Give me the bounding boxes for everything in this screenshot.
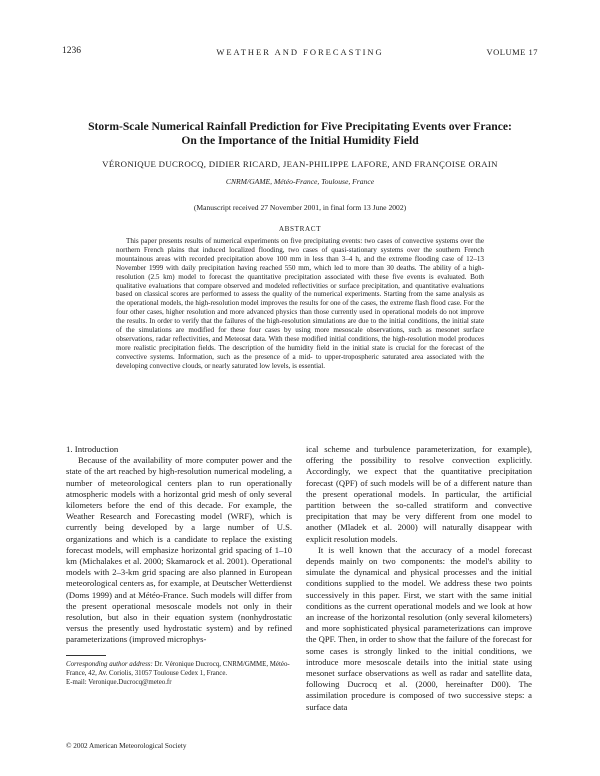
affiliation: CNRM/GAME, Météo-France, Toulouse, France bbox=[225, 177, 375, 186]
footnote-email[interactable]: E-mail: Veronique.Ducrocq@meteo.fr bbox=[66, 679, 172, 686]
footnote-label: Corresponding author address: bbox=[66, 661, 153, 668]
manuscript-dates: (Manuscript received 27 November 2001, in final form 13 June 2002) bbox=[193, 203, 407, 212]
intro-paragraph-1: Because of the availability of more computer power and the state of the art reached by high-resolution numerical modeling, a number of meteorological centers plan to run operationally atmospheric models with a horizontal grid mesh of only several kilometers before the end of this decade. For example, the Weather Research and Forecasting model (WRF), which is currently being developed by a large number of U.S. organizations and which is a candidate to replace the existing forecast models, will emphasize horizontal grid spacing of 1–10 km (Michalakes et al. 2000; Skamarock et al. 2001). Operational models with 2–3-km grid spacing are also planned in European meteorological centers as, for example, at Deutscher Wetterdienst (Doms 1999) and at Météo-France. Such models will differ from the present operational mesoscale models not only in their resolution, but also in their equation system (nonhydrostatic versus the presently used hydrostatic system) and by refined parameterizations (improved microphys- bbox=[66, 455, 292, 645]
page-number: 1236 bbox=[62, 46, 81, 56]
intro-paragraph-1-continued: ical scheme and turbulence parameterization, for example), offering the possibility to resolve convection explicitly. Accordingly, we expect that the quantitative precipitation forecast (QPF) of such models will be of a different nature than the present operational models. In particular, the artificial partition between the so-called stratiform and convective precipitation that may be very different from one model to another (Mladek et al. 2000) will naturally disappear with explicit resolution models. bbox=[306, 444, 532, 544]
journal-name: WEATHER AND FORECASTING bbox=[216, 47, 384, 57]
footnote-address: Dr. Véronique Ducrocq, CNRM/GMME, Météo-France, 42, Av. Coriolis, 31057 Toulouse Cedex 1, France. bbox=[66, 661, 290, 677]
volume-label: VOLUME 17 bbox=[486, 47, 538, 57]
abstract-heading: ABSTRACT bbox=[278, 225, 322, 233]
intro-paragraph-2: It is well known that the accuracy of a model forecast depends mainly on two components: the model's ability to simulate the dynamical and physical processes and the initial conditions supplied to the model. We address these two points successively in this paper. First, we start with the same initial conditions as the current operational models and we look at how an increase of the horizontal resolution (only several kilometers) and more sophisticated physical parameterizations can improve the QPF. Then, in order to show that the failure of the forecast for some cases is strongly linked to the initial conditions, we introduce more mesoscale details into the initial state using mesonet surface observations as well as radar and satellite data, following Ducrocq et al. (2000, hereinafter D00). The assimilation procedure is composed of two successive steps: a surface data bbox=[306, 544, 532, 712]
right-column bbox=[306, 444, 532, 713]
running-header bbox=[62, 46, 538, 60]
abstract-text: This paper presents results of numerical experiments on five precipitating events: two cases of convective systems over the northern French plains that induced localized flooding, two cases of quasi-stationary systems over the southern French mountainous areas with recorded precipitation above 100 mm in less than 3–4 h, and the extreme flooding case of 12–13 November 1999 with daily precipitation having reached 550 mm, which led to more than 30 deaths. The ability of a high-resolution (2.5 km) model to forecast the quantitative precipitation associated with these five events is evaluated. Both qualitative evaluations that compare observed and modeled reflectivities or surface precipitation, and quantitative evaluations based on classical scores are performed to assess the quality of the numerical experiments. Starting from the same analysis as the operational models, the high-resolution model improves the results for one of the cases, the extreme flash flood case. For the four other cases, higher resolution and more advanced physics than those currently used in operational models do not improve the results. In order to verify that the failures of the high-resolution simulations are due to the initial conditions, the initial state of the simulations are modified for these four cases by using more mesoscale observations, such as mesonet surface observations, radar reflectivities, and Meteosat data. With these modified initial conditions, the high-resolution model produces more realistic precipitation fields. The description of the humidity field in the initial state is crucial for the forecast of the convective systems. Information, such as the presence of a mid- to upper-tropospheric saturated area associated with the developing convective clouds, or nearly saturated low levels, is essential. bbox=[116, 237, 484, 370]
footnote-divider bbox=[66, 655, 106, 656]
article-title bbox=[62, 120, 538, 148]
left-column bbox=[66, 444, 292, 646]
article-title-line2: On the Importance of the Initial Humidity Field bbox=[181, 134, 419, 147]
author-list: VÉRONIQUE DUCROCQ, DIDIER RICARD, JEAN-PHILIPPE LAFORE, AND FRANÇOISE ORAIN bbox=[102, 159, 498, 169]
copyright-notice: © 2002 American Meteorological Society bbox=[66, 742, 187, 750]
section-heading: 1. Introduction bbox=[66, 444, 119, 454]
corresponding-author-footnote bbox=[66, 660, 292, 687]
article-title-line1: Storm-Scale Numerical Rainfall Prediction for Five Precipitating Events over France: bbox=[88, 120, 512, 133]
